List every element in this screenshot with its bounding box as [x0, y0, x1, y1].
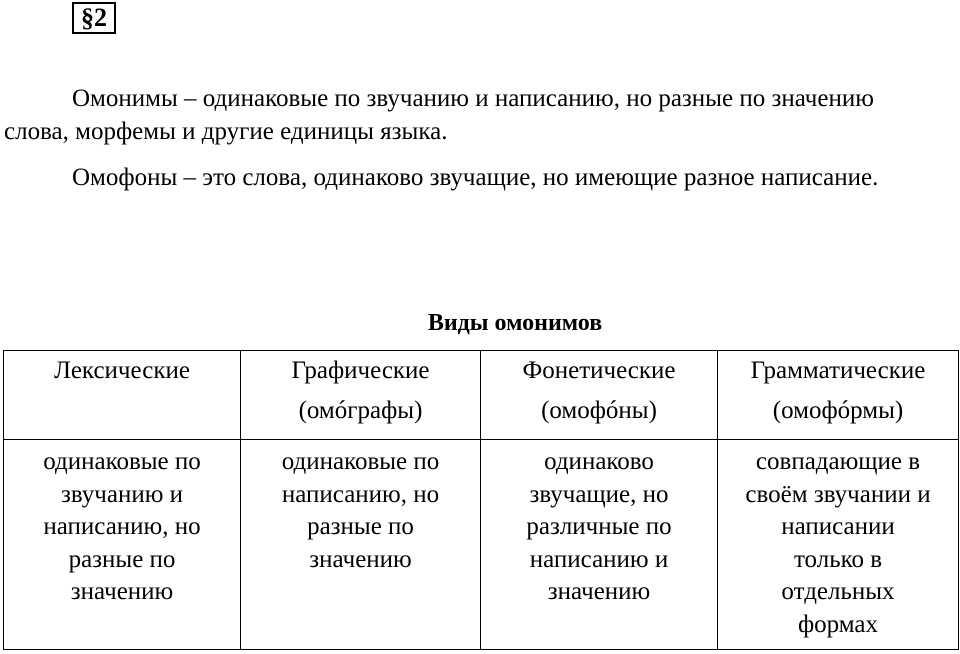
header-lexical: [4, 351, 241, 440]
paragraph-homophones-definition: Омофоны – это слова, одинаково звучащие, но имеющие разное написание.: [72, 164, 879, 191]
definition-line: значению: [309, 545, 412, 573]
definition-grammatical: [718, 440, 959, 650]
header-sub: (омóграфы): [298, 397, 423, 424]
definition-line: своём звучании и: [745, 480, 931, 508]
definition-line: написанию и: [529, 545, 669, 573]
definition-line: звучанию и: [60, 480, 184, 508]
paragraph-homonyms-definition: Омонимы – одинаковые по звучанию и написанию, но разные по значению слова, морфемы и другие единицы языка.: [4, 85, 874, 145]
definition-graphic: [241, 440, 481, 650]
definition-line: одинаковые по: [281, 448, 440, 475]
header-graphic: [241, 351, 481, 440]
definition-line: написанию, но: [43, 513, 201, 540]
definition-line: только в: [793, 545, 883, 573]
header-sub: (омофóны): [541, 397, 657, 424]
definition-line: значению: [70, 578, 174, 605]
definition-line: разные по: [68, 545, 176, 573]
definition-line: написанию, но: [281, 480, 440, 508]
header-name: Грамматические: [750, 357, 926, 384]
definition-line: разные по: [307, 513, 414, 540]
definition-line: одинаковые по: [43, 448, 201, 475]
homonym-types-table: [3, 350, 959, 650]
header-name: Фонетические: [522, 357, 676, 384]
header-phonetic: [481, 351, 718, 440]
table-title: Виды омонимов: [427, 310, 603, 336]
table-header-row: [4, 351, 959, 440]
header-sub: (омофóрмы): [772, 397, 904, 424]
definition-line: различные по: [526, 513, 672, 540]
header-name: Графические: [291, 357, 430, 384]
definition-lexical: [4, 440, 241, 650]
definition-line: написании: [781, 513, 895, 540]
definition-line: значению: [547, 578, 651, 605]
definition-line: одинаково: [544, 448, 654, 475]
section-number-box: §2: [72, 2, 116, 34]
header-name: Лексические: [54, 357, 190, 384]
definition-line: отдельных: [781, 578, 895, 605]
definition-line: звучащие, но: [529, 480, 669, 508]
definition-line: формах: [797, 610, 879, 638]
definition-line: совпадающие в: [755, 448, 921, 475]
header-grammatical: [718, 351, 959, 440]
table-definition-row: [4, 440, 959, 650]
definition-phonetic: [481, 440, 718, 650]
